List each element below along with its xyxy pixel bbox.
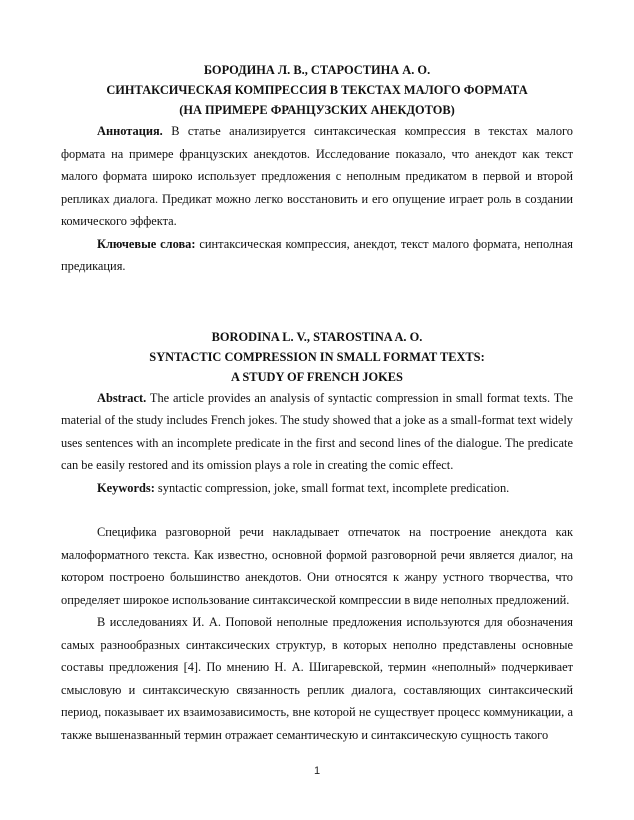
body-paragraph-2: В исследованиях И. А. Поповой неполные предложения используются для обозначения самых разнообразных синтаксических структур, в которых неполно представлены основные составы предложения [4]. По мнению Н. А. Шигаревской, термин «неполный» подчеркивает смысловую и синтаксическую связанность реплик диалога, составляющих синтаксический период, показывает их взаимозависимость, вне которой не существует процесс коммуникации, а также вышеназванный термин отражает семантическую и синтаксическую сущность такого xyxy=(61,615,573,742)
ru-authors: БОРОДИНА Л. В., СТАРОСТИНА А. О. xyxy=(203,63,431,77)
ru-keywords-text: синтаксическая компрессия, анекдот, текст малого формата, неполная предикация. xyxy=(61,236,573,273)
ru-abstract-label: Аннотация. xyxy=(97,124,163,138)
en-title-line-2: A STUDY OF FRENCH JOKES xyxy=(231,369,403,384)
page-content xyxy=(61,60,573,746)
en-keywords-text: syntactic compression, joke, small format text, incomplete predication. xyxy=(154,480,510,495)
body-spacer xyxy=(61,499,573,521)
ru-title-line-1: СИНТАКСИЧЕСКАЯ КОМПРЕССИЯ В ТЕКСТАХ МАЛОГО ФОРМАТА xyxy=(106,83,528,97)
en-keywords-label: Keywords: xyxy=(97,480,155,495)
ru-abstract xyxy=(61,120,573,233)
ru-abstract-text: В статье анализируется синтаксическая компрессия в текстах малого формата на примере французских анекдотов. Исследование показало, что анекдот как текст малого формата широко использует предложения с неполным предикатом в первой и второй репликах диалога. Предикат можно легко восстановить и его опущение играет роль в создании комического эффекта. xyxy=(61,124,573,228)
page-number: 1 xyxy=(313,765,321,777)
section-spacer xyxy=(61,278,573,327)
en-authors: BORODINA L. V., STAROSTINA A. O. xyxy=(211,329,423,344)
ru-title-line-2: (НА ПРИМЕРЕ ФРАНЦУЗСКИХ АНЕКДОТОВ) xyxy=(179,103,455,117)
body-paragraph-1: Специфика разговорной речи накладывает отпечаток на построение анекдота как малоформатного текста. Как известно, основной формой разговорной речи является диалог, на котором построено большинство анекдотов. Они относятся к жанру устного творчества, что определяет широкое использование синтаксической компрессии в виде неполных предложений. xyxy=(61,525,573,607)
en-abstract xyxy=(61,387,573,477)
ru-keywords-label: Ключевые слова: xyxy=(97,236,196,251)
en-keywords xyxy=(61,477,573,500)
ru-keywords xyxy=(61,233,573,278)
en-title-line-1: SYNTACTIC COMPRESSION IN SMALL FORMAT TEXTS: xyxy=(149,349,485,364)
en-abstract-label: Abstract. xyxy=(97,390,147,405)
en-abstract-text: The article provides an analysis of syntactic compression in small format texts. The material of the study includes French jokes. The study showed that a joke as a small-format text widely uses sentences with an incomplete predicate in the first and second lines of the dialogue. The predicate can be easily restored and its omission plays a role in creating the comic effect. xyxy=(61,390,573,472)
